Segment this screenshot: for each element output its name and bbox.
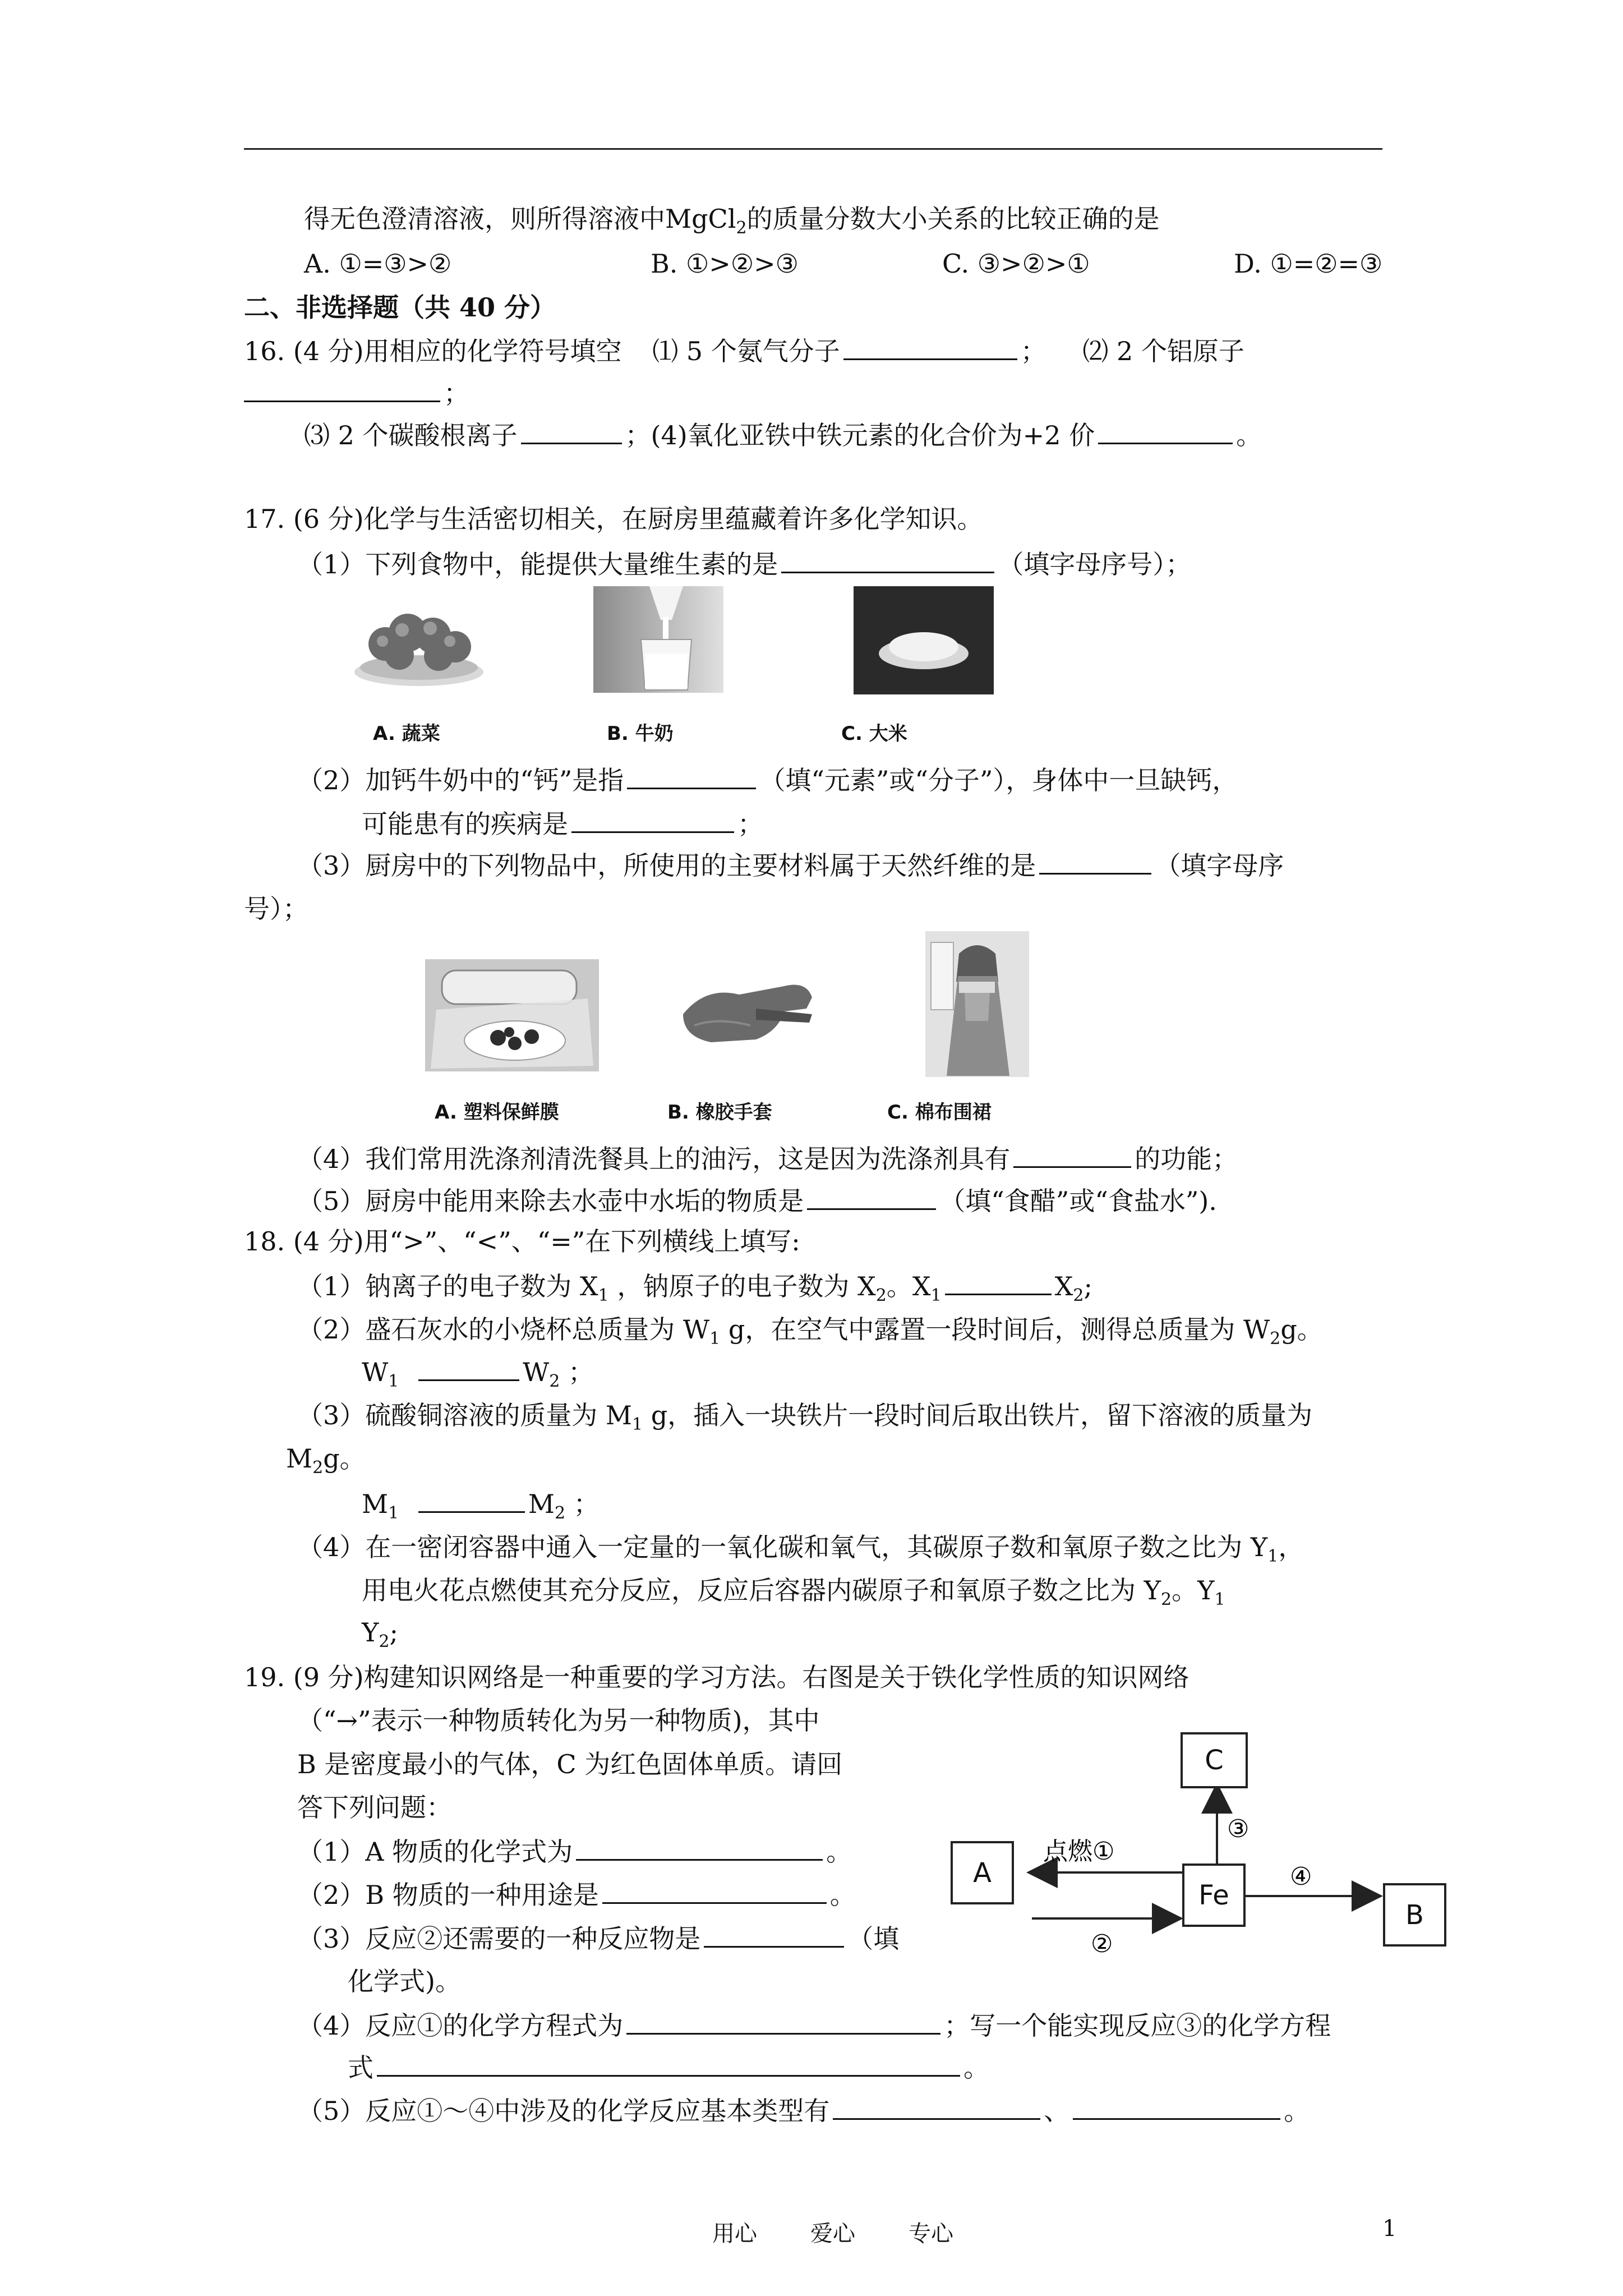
q17-s3-text-b: （填字母序: [1155, 850, 1284, 881]
node-a: A: [951, 1841, 1014, 1904]
q19-s4-d: 。: [963, 2053, 989, 2083]
vegetable-photo: [346, 588, 492, 694]
page-number: 1: [1382, 2216, 1397, 2242]
q18-s1-e: ;: [1083, 1271, 1093, 1301]
q18-s3-e: M: [362, 1489, 389, 1519]
q17-s3c: 号）；: [244, 894, 308, 924]
q19-s3-b: （填: [847, 1924, 900, 1954]
q16-line2: [244, 376, 469, 410]
q18-s2-d: W: [362, 1357, 389, 1387]
q19-s3-cont: 化学式)。: [348, 1966, 461, 1996]
q15-option-d: D. ①=②=③: [1234, 249, 1383, 279]
q16-part3: ⑶ 2 个碳酸根离子: [304, 420, 518, 450]
q19-s5-b: 、: [1044, 2096, 1070, 2126]
q18-s3-f: M: [528, 1489, 555, 1519]
q18-s1-c: 。X: [886, 1271, 931, 1301]
q19-blank-3[interactable]: [704, 1921, 844, 1948]
q17-s2-text: （2）加钙牛奶中的“钙”是指: [297, 765, 624, 795]
q19-stem3: B 是密度最小的气体，C 为红色固体单质。请回: [297, 1749, 843, 1779]
plastic-wrap-photo: [425, 959, 599, 1071]
q18-s3-c: M: [286, 1443, 313, 1474]
q16-part1: ⑴ 5 个氨气分子: [652, 336, 840, 366]
q17-s2a: [297, 763, 1238, 797]
q18-sub: 2: [1270, 1329, 1281, 1349]
q16-line3: [304, 418, 1262, 452]
q18-sub: 1: [632, 1415, 643, 1435]
q17-s5-text: （5）厨房中能用来除去水壶中水垢的物质是: [297, 1186, 804, 1216]
q17-blank-6[interactable]: [807, 1184, 936, 1210]
q18-sub: 2: [1161, 1590, 1172, 1610]
q18-sub: 1: [1267, 1547, 1279, 1567]
food-caption-b: B. 牛奶: [607, 723, 674, 745]
q19-s1: [297, 1834, 852, 1869]
q18-s4-compare: [362, 1616, 398, 1652]
q19-s3: [297, 1921, 899, 1955]
q18-s4-d: 。Y: [1172, 1575, 1215, 1605]
food-caption-a: A. 蔬菜: [373, 723, 440, 745]
q18-s2-c: g。: [1280, 1314, 1323, 1345]
q15-tail-line: [304, 202, 1160, 236]
q18-s1-b: ，钠原子的电子数为 X: [617, 1271, 876, 1301]
q18-sub: 2: [554, 1503, 566, 1524]
food-caption-c: C. 大米: [841, 723, 907, 745]
q17-s3-text: （3）厨房中的下列物品中，所使用的主要材料属于天然纤维的是: [297, 850, 1036, 881]
q15-sub: 2: [736, 218, 747, 238]
label-reaction-4: ④: [1290, 1862, 1312, 1891]
q19-blank-7[interactable]: [1073, 2093, 1280, 2120]
q18-sub: 1: [388, 1503, 399, 1524]
q16-part4: ；(4)氧化亚铁中铁元素的化合价为+2 价: [625, 420, 1095, 450]
cotton-apron-photo: [925, 931, 1029, 1077]
q17-s4-text: （4）我们常用洗涤剂清洗餐具上的油污，这是因为洗涤剂具有: [297, 1144, 1011, 1174]
q19-s2-b: 。: [829, 1880, 856, 1910]
q18-sub: 1: [598, 1286, 609, 1306]
q18-s4-f: ;: [389, 1617, 398, 1648]
q18-sub: 2: [1073, 1286, 1084, 1306]
q18-blank-1[interactable]: [945, 1269, 1052, 1295]
q17-s2c: [362, 807, 763, 841]
q15-option-a: A. ①=③>②: [304, 249, 452, 279]
q16-stem: 16. (4 分)用相应的化学符号填空: [244, 336, 622, 366]
q19-s3-a: （3）反应②还需要的一种反应物是: [297, 1924, 701, 1954]
q17-s5: [297, 1184, 1217, 1218]
q19-blank-2[interactable]: [602, 1878, 827, 1904]
q18-s3-d: g。: [323, 1443, 366, 1474]
q16-end: 。: [1236, 420, 1262, 450]
label-reaction-2: ②: [1091, 1930, 1113, 1958]
q18-s1-a: （1）钠离子的电子数为 X: [297, 1271, 598, 1301]
q19-s4-cont: [348, 2050, 989, 2085]
q19-blank-6[interactable]: [833, 2093, 1040, 2120]
q16-part2: ⑵ 2 个铝原子: [1082, 336, 1244, 366]
q16-blank-1[interactable]: [843, 334, 1017, 360]
q17-s3a: [297, 848, 1284, 882]
footer-motto-1: 用心: [712, 2221, 757, 2247]
q15-text-end: 的质量分数大小关系的比较正确的是: [746, 204, 1160, 234]
item-caption-b: B. 橡胶手套: [667, 1101, 772, 1124]
node-b: B: [1383, 1883, 1446, 1947]
q16-blank-2[interactable]: [244, 376, 440, 402]
q19-s5-c: 。: [1284, 2096, 1310, 2126]
q18-sub: 1: [388, 1372, 399, 1392]
q19-s2-a: （2）B 物质的一种用途是: [297, 1880, 599, 1910]
q16-line1: [244, 334, 1244, 368]
q18-sub: 1: [930, 1286, 942, 1306]
q19-s4: [297, 2008, 1331, 2042]
q17-blank-1[interactable]: [781, 547, 994, 573]
q18-s3-cont: [286, 1442, 366, 1478]
q18-s2: [297, 1313, 1323, 1349]
q17-s1-text: （1）下列食物中，能提供大量维生素的是: [297, 549, 778, 579]
node-c: C: [1181, 1732, 1248, 1788]
rice-photo: [854, 586, 994, 694]
header-rule: [244, 148, 1382, 150]
q18-sub: 1: [1214, 1590, 1225, 1610]
q17-s2c-text: 可能患有的疾病是: [362, 809, 568, 839]
q18-s4-cont: [362, 1573, 1225, 1610]
q18-sub: 1: [709, 1329, 721, 1349]
q18-sub: 2: [312, 1458, 324, 1478]
q16-blank-4[interactable]: [1098, 418, 1233, 444]
q19-stem4: 答下列问题：: [297, 1792, 452, 1823]
q18-s3-b: g，插入一块铁片一段时间后取出铁片，留下溶液的质量为: [651, 1400, 1313, 1430]
node-fe: Fe: [1182, 1864, 1246, 1927]
q19-s1-b: 。: [826, 1837, 852, 1867]
q19-stem: 19. (9 分)构建知识网络是一种重要的学习方法。右图是关于铁化学性质的知识网络: [244, 1662, 1189, 1692]
q18-sub: 2: [549, 1372, 560, 1392]
q17-s4-text-b: 的功能；: [1135, 1144, 1238, 1174]
item-caption-c: C. 棉布围裙: [887, 1101, 992, 1124]
q17-blank-5[interactable]: [1013, 1142, 1131, 1168]
q17-s2-text-b: （填“元素”或“分子”），身体中一旦缺钙，: [759, 765, 1238, 795]
q19-s5: [297, 2093, 1310, 2128]
q18-s2-b: g，在空气中露置一段时间后，测得总质量为 W: [728, 1314, 1270, 1345]
q19-s2: [297, 1878, 856, 1912]
q17-blank-4[interactable]: [1039, 848, 1151, 875]
q17-s1-end: （填字母序号）；: [998, 549, 1192, 579]
q16-semi: ；: [1020, 336, 1046, 366]
q18-s4-a: （4）在一密闭容器中通入一定量的一氧化碳和氧气，其碳原子数和氧原子数之比为 Y: [297, 1532, 1268, 1562]
label-reaction-3: ③: [1227, 1815, 1249, 1843]
q15-option-b: B. ①>②>③: [651, 249, 799, 279]
q18-s4: [297, 1530, 1304, 1567]
q18-s4-c: 用电火花点燃使其充分反应，反应后容器内碳原子和氧原子数之比为 Y: [362, 1575, 1161, 1605]
item-caption-a: A. 塑料保鲜膜: [435, 1101, 559, 1124]
q18-s2-f: ；: [568, 1357, 594, 1387]
q18-s2-a: （2）盛石灰水的小烧杯总质量为 W: [297, 1314, 710, 1345]
q18-s4-b: ，: [1278, 1532, 1304, 1562]
q17-s5-text-b: （填“食醋”或“食盐水”).: [939, 1186, 1217, 1216]
q19-s4-c: 式: [348, 2053, 374, 2083]
q19-stem2: （“→”表示一种物质转化为另一种物质)，其中: [297, 1705, 820, 1736]
q16-semi-2: ；: [444, 378, 469, 408]
q17-s2c-end: ；: [737, 809, 763, 839]
q19-s1-a: （1）A 物质的化学式为: [297, 1837, 573, 1867]
q16-blank-3[interactable]: [521, 418, 622, 444]
q15-option-c: C. ③>②>①: [942, 249, 1090, 279]
q18-s2-e: W: [523, 1357, 550, 1387]
footer-motto-2: 爱心: [810, 2221, 855, 2247]
q17-stem: 17. (6 分)化学与生活密切相关，在厨房里蕴藏着许多化学知识。: [244, 504, 983, 534]
q18-sub: 2: [379, 1632, 390, 1652]
q19-s5-a: （5）反应①～④中涉及的化学反应基本类型有: [297, 2096, 830, 2126]
q19-blank-4[interactable]: [626, 2008, 940, 2035]
q18-s1-d: X: [1054, 1271, 1073, 1301]
q19-blank-5[interactable]: [377, 2050, 960, 2077]
q18-s3-compare: [362, 1487, 600, 1524]
q18-s3-g: ；: [573, 1489, 600, 1519]
q18-s1: [297, 1269, 1093, 1306]
q15-text: 得无色澄清溶液，则所得溶液中MgCl: [304, 204, 736, 234]
q18-s3-a: （3）硫酸铜溶液的质量为 M: [297, 1400, 632, 1430]
q18-stem: 18. (4 分)用“>”、“<”、“=”在下列横线上填写:: [244, 1226, 800, 1257]
q17-blank-2[interactable]: [627, 763, 756, 789]
footer-motto-3: 专心: [909, 2221, 953, 2247]
q19-s4-b: ；写一个能实现反应③的化学方程: [944, 2010, 1331, 2041]
q18-s3: [297, 1398, 1313, 1435]
label-reaction-1: 点燃①: [1043, 1837, 1115, 1866]
q19-s4-a: （4）反应①的化学方程式为: [297, 2010, 624, 2041]
q17-blank-3[interactable]: [571, 807, 734, 833]
q18-s2-compare: [362, 1355, 594, 1392]
milk-photo: [593, 586, 723, 693]
q18-blank-2[interactable]: [418, 1355, 519, 1381]
q18-sub: 2: [875, 1286, 887, 1306]
rubber-gloves-photo: [672, 964, 823, 1062]
q17-s1: [297, 547, 1191, 581]
q17-s4: [297, 1142, 1238, 1176]
section-2-title: 二、非选择题（共 40 分）: [244, 292, 556, 323]
q19-blank-1[interactable]: [576, 1834, 823, 1861]
q18-s4-e: Y: [362, 1617, 379, 1648]
q18-blank-3[interactable]: [418, 1487, 525, 1513]
